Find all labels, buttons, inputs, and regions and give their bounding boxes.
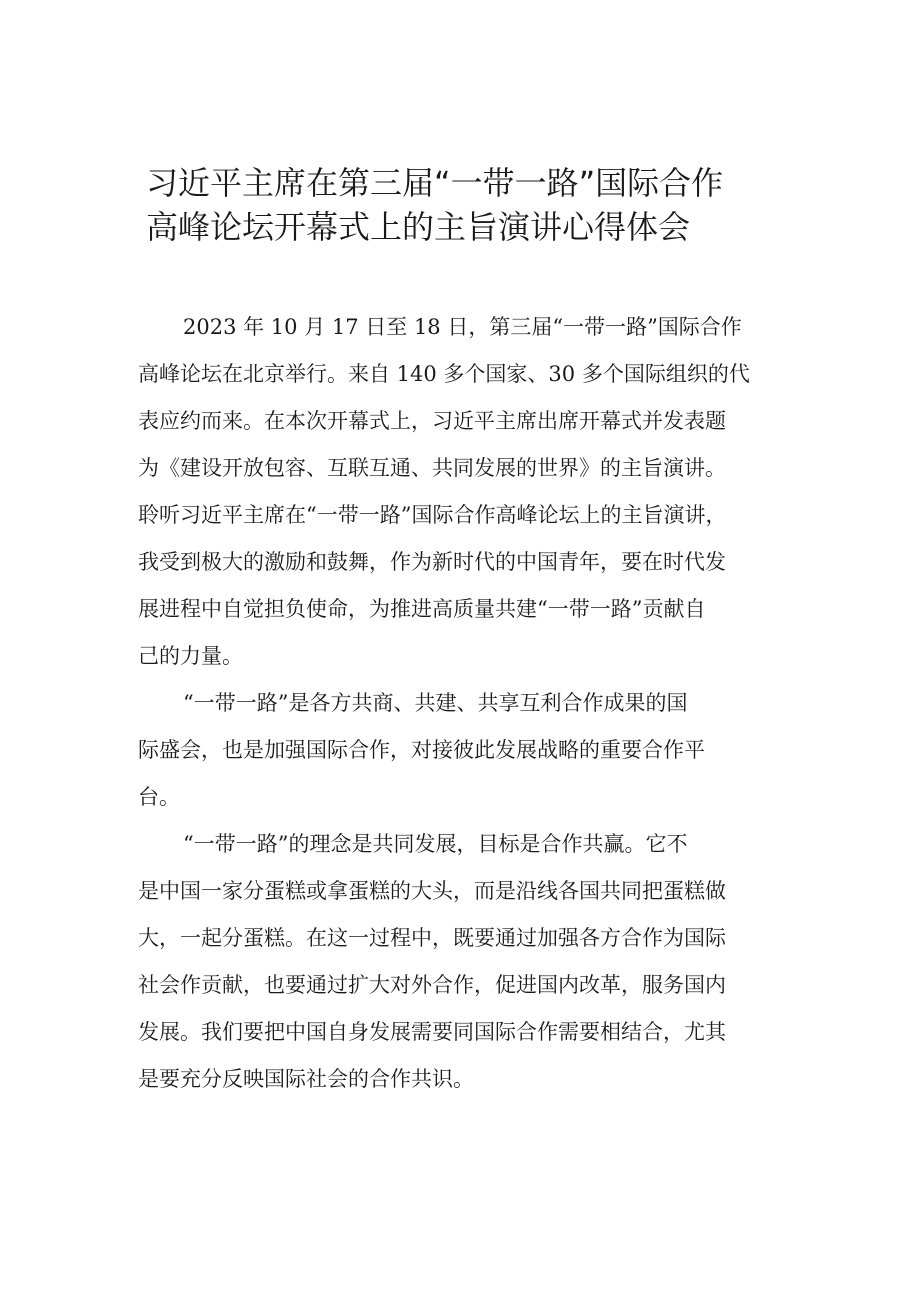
paragraph-1-line-5: 聆听习近平主席在“一带一路”国际合作高峰论坛上的主旨演讲， xyxy=(138,503,727,527)
paragraph-3-line-3: 大，一起分蛋糕。在这一过程中，既要通过加强各方合作为国际 xyxy=(138,926,726,950)
paragraph-3-line-6: 是要充分反映国际社会的合作共识。 xyxy=(138,1067,474,1091)
paragraph-3-line-2: 是中国一家分蛋糕或拿蛋糕的大头，而是沿线各国共同把蛋糕做 xyxy=(138,879,726,903)
paragraph-1-line-1: 2023 年 10 月 17 日至 18 日，第三届“一带一路”国际合作 xyxy=(183,315,742,339)
paragraph-1-line-7: 展进程中自觉担负使命，为推进高质量共建“一带一路”贡献自 xyxy=(138,597,706,621)
paragraph-2-line-2: 际盛会，也是加强国际合作，对接彼此发展战略的重要合作平 xyxy=(138,738,705,762)
title-line-1: 习近平主席在第三届“一带一路”国际合作 xyxy=(146,164,724,202)
paragraph-3-line-5: 发展。我们要把中国自身发展需要同国际合作需要相结合，尤其 xyxy=(138,1020,726,1044)
title-line-2: 高峰论坛开幕式上的主旨演讲心得体会 xyxy=(146,208,691,246)
paragraph-2-line-1: “一带一路”是各方共商、共建、共享互利合作成果的国 xyxy=(183,691,688,715)
paragraph-1-line-4: 为《建设开放包容、互联互通、共同发展的世界》的主旨演讲。 xyxy=(138,456,726,480)
paragraph-2-line-3: 台。 xyxy=(138,785,180,809)
paragraph-1-line-3: 表应约而来。在本次开幕式上，习近平主席出席开幕式并发表题 xyxy=(138,409,726,433)
paragraph-1-line-2: 高峰论坛在北京举行。来自 140 多个国家、30 多个国际组织的代 xyxy=(138,362,750,386)
paragraph-1-line-8: 己的力量。 xyxy=(138,644,243,668)
paragraph-1-line-6: 我受到极大的激励和鼓舞，作为新时代的中国青年，要在时代发 xyxy=(138,550,726,574)
paragraph-3-line-4: 社会作贡献，也要通过扩大对外合作，促进国内改革，服务国内 xyxy=(138,973,726,997)
paragraph-3-line-1: “一带一路”的理念是共同发展，目标是合作共赢。它不 xyxy=(183,832,688,856)
